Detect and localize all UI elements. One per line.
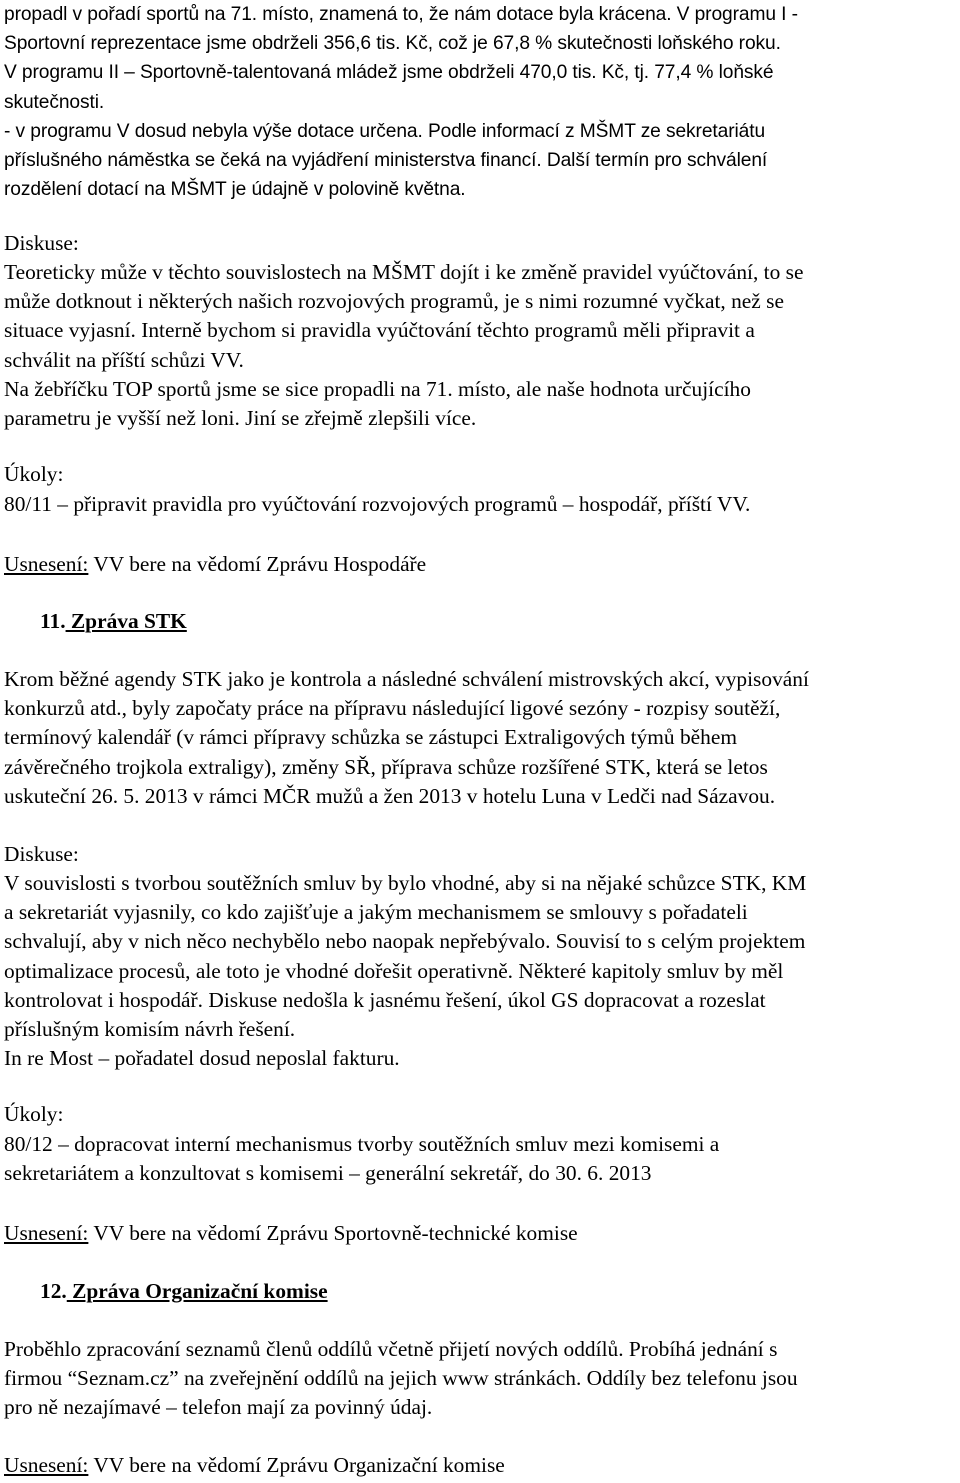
section-heading	[40, 1277, 328, 1306]
diskuse-label: Diskuse:	[4, 231, 79, 255]
diskuse-body	[4, 258, 803, 433]
text-line: uskuteční 26. 5. 2013 v rámci MČR mužů a žen 2013 v hotelu Luna v Ledči nad Sázavou.	[4, 783, 776, 808]
text-line: skutečnosti.	[4, 91, 105, 113]
usneseni-line	[4, 550, 426, 579]
text-line: V souvislosti s tvorbou soutěžních smluv by bylo vhodné, aby si na nějaké schůzce STK, KM	[4, 871, 807, 895]
ukoly-label: Úkoly:	[4, 1102, 64, 1126]
text-line: konkurzů atd., byly započaty práce na přípravu následující ligové sezóny - rozpisy soutěží,	[4, 696, 781, 721]
text-line: - v programu V dosud nebyla výše dotace určena. Podle informací z MŠMT ze sekretariátu	[4, 120, 766, 142]
ukoly-body	[4, 490, 750, 519]
heading-text: Zpráva STK	[65, 609, 187, 633]
ok-body	[4, 1335, 798, 1423]
text-line: propadl v pořadí sportů na 71. místo, znamená to, že nám dotace byla krácena. V programu I -	[4, 4, 798, 25]
task-line: 80/12 – dopracovat interní mechanismus tvorby soutěžních smluv mezi komisemi a	[4, 1132, 720, 1156]
text-line: V programu II – Sportovně-talentovaná mládež jsme obdrželi 470,0 tis. Kč, tj. 77,4 % loňské	[4, 62, 774, 84]
text-line: Sportovní reprezentace jsme obdrželi 356,6 tis. Kč, což je 67,8 % skutečnosti loňského roku.	[4, 33, 781, 55]
text-line: pro ně nezajímavé – telefon mají za povinný údaj.	[4, 1395, 433, 1420]
diskuse-body	[4, 869, 806, 1073]
ukoly-label: Úkoly:	[4, 462, 64, 486]
heading-text: Zpráva Organizační komise	[66, 1279, 328, 1303]
text-line: Proběhlo zpracování seznamů členů oddílů včetně přijetí nových oddílů. Probíhá jednání s	[4, 1337, 778, 1361]
usneseni-text: VV bere na vědomí Zprávu Organizační komise	[88, 1453, 505, 1477]
text-line: může dotknout i některých našich rozvojových programů, je s nimi rozumné vyčkat, než se	[4, 289, 784, 314]
diskuse-label: Diskuse:	[4, 842, 79, 866]
text-line: rozdělení dotací na MŠMT je údajně v polovině května.	[4, 179, 466, 201]
ukoly-body	[4, 1130, 719, 1188]
text-line: firmou “Seznam.cz” na zveřejnění oddílů na jejich www stránkách. Oddíly bez telefonu jsou	[4, 1366, 798, 1391]
text-line: Teoreticky může v těchto souvislostech na MŠMT dojít i ke změně pravidel vyúčtování, to se	[4, 260, 804, 284]
text-line: In re Most – pořadatel dosud neposlal fakturu.	[4, 1046, 400, 1071]
text-line: kontrolovat i hospodář. Diskuse nedošla k jasnému řešení, úkol GS dopracovat a rozeslat	[4, 987, 766, 1012]
task-line: 80/11 – připravit pravidla pro vyúčtování rozvojových programů – hospodář, příští VV.	[4, 492, 751, 516]
usneseni-label: Usnesení:	[4, 552, 89, 576]
text-line: schválit na příští schůzi VV.	[4, 347, 244, 372]
usneseni-label: Usnesení:	[4, 1221, 89, 1245]
section-heading	[40, 607, 187, 636]
text-line: termínový kalendář (v rámci přípravy schůzka se zástupci Extraligových týmů během	[4, 725, 737, 750]
heading-number: 11.	[40, 609, 66, 633]
usneseni-line	[4, 1219, 578, 1248]
top-paragraph	[4, 0, 798, 204]
text-line: situace vyjasní. Interně bychom si pravidla vyúčtování těchto programů měli připravit a	[4, 318, 755, 343]
heading-number: 12.	[40, 1279, 67, 1303]
text-line: a sekretariát vyjasnily, co kdo zajišťuje a jakým mechanismem se smlouvy s pořadateli	[4, 900, 748, 925]
usneseni-text: VV bere na vědomí Zprávu Hospodáře	[88, 552, 427, 576]
text-line: Na žebříčku TOP sportů jsme se sice propadli na 71. místo, ale naše hodnota určujícího	[4, 376, 751, 401]
text-line: parametru je vyšší než loni. Jiní se zřejmě zlepšili více.	[4, 405, 477, 430]
stk-body	[4, 665, 809, 811]
text-line: schvalují, aby v nich něco nechybělo nebo naopak nepřebývalo. Souvisí to s celým projektem	[4, 929, 806, 954]
usneseni-text: VV bere na vědomí Zprávu Sportovně-technické komise	[88, 1221, 578, 1245]
text-line: optimalizace procesů, ale toto je vhodné dořešit operativně. Některé kapitoly smluv by měl	[4, 958, 784, 983]
text-line: Krom běžné agendy STK jako je kontrola a následné schválení mistrovských akcí, vypisování	[4, 667, 809, 691]
text-line: příslušného náměstka se čeká na vyjádření ministerstva financí. Další termín pro schválení	[4, 149, 768, 171]
task-line: sekretariátem a konzultovat s komisemi – generální sekretář, do 30. 6. 2013	[4, 1161, 652, 1186]
text-line: závěrečného trojkola extraligy), změny SŘ, příprava schůze rozšířené STK, která se letos	[4, 754, 768, 779]
usneseni-label: Usnesení:	[4, 1453, 89, 1477]
usneseni-line	[4, 1451, 505, 1480]
text-line: příslušným komisím návrh řešení.	[4, 1016, 296, 1041]
